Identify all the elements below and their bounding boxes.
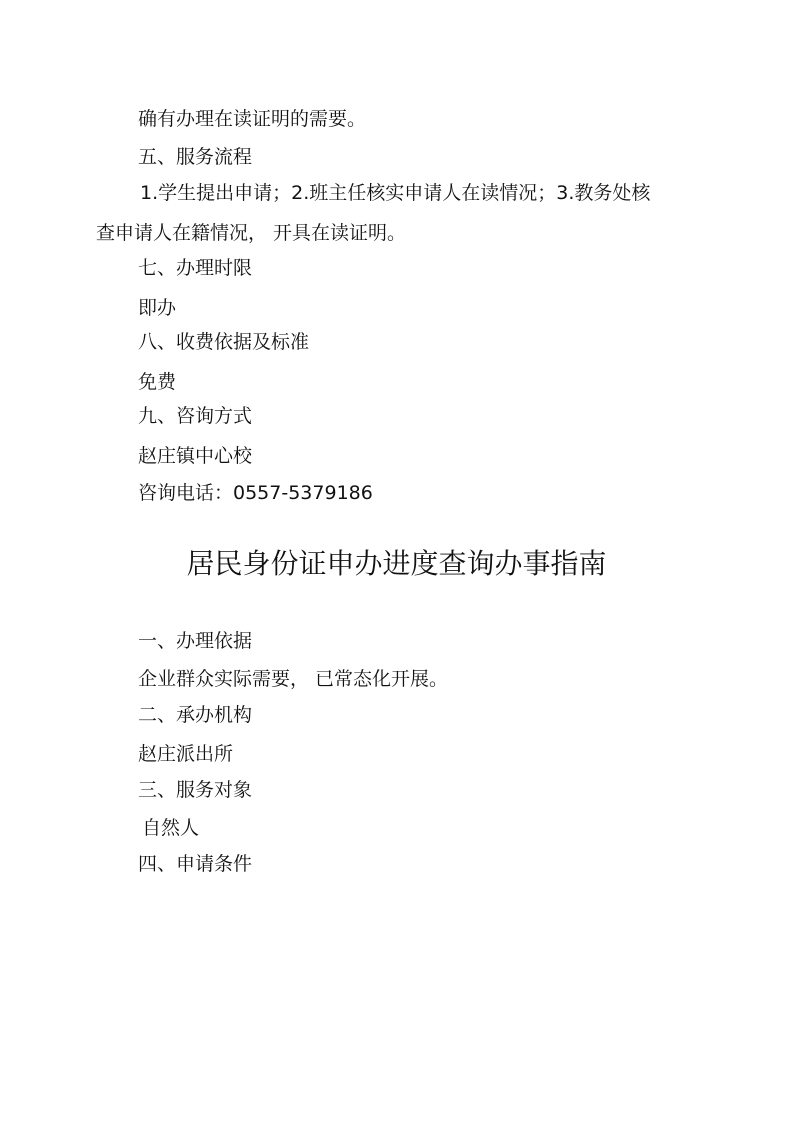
page-title: 居民身份证申办进度查询办事指南 xyxy=(186,547,607,580)
basis-value: 企业群众实际需要， 已常态化开展。 xyxy=(138,668,449,690)
heading-service-process: 五、服务流程 xyxy=(138,146,253,168)
heading-handling-agency: 二、承办机构 xyxy=(138,704,253,726)
service-process-line-1: 1.学生提出申请；2.班主任核实申请人在读情况；3.教务处核 xyxy=(140,182,651,204)
heading-time-limit: 七、办理时限 xyxy=(138,257,253,279)
heading-service-target: 三、服务对象 xyxy=(138,779,253,801)
heading-application-conditions: 四、申请条件 xyxy=(138,853,253,875)
heading-consultation: 九、咨询方式 xyxy=(138,405,253,427)
handling-agency-value: 赵庄派出所 xyxy=(138,743,234,765)
consultation-phone: 咨询电话：0557-5379186 xyxy=(138,482,373,504)
consultation-org: 赵庄镇中心校 xyxy=(138,445,253,467)
heading-basis: 一、办理依据 xyxy=(138,630,253,652)
service-target-value: 自然人 xyxy=(142,817,200,839)
fee-value: 免费 xyxy=(138,371,177,393)
paragraph-continuation: 确有办理在读证明的需要。 xyxy=(138,108,367,130)
time-limit-value: 即办 xyxy=(138,297,177,319)
heading-fee-basis: 八、收费依据及标准 xyxy=(138,331,310,353)
service-process-line-2: 查申请人在籍情况， 开具在读证明。 xyxy=(96,222,407,244)
